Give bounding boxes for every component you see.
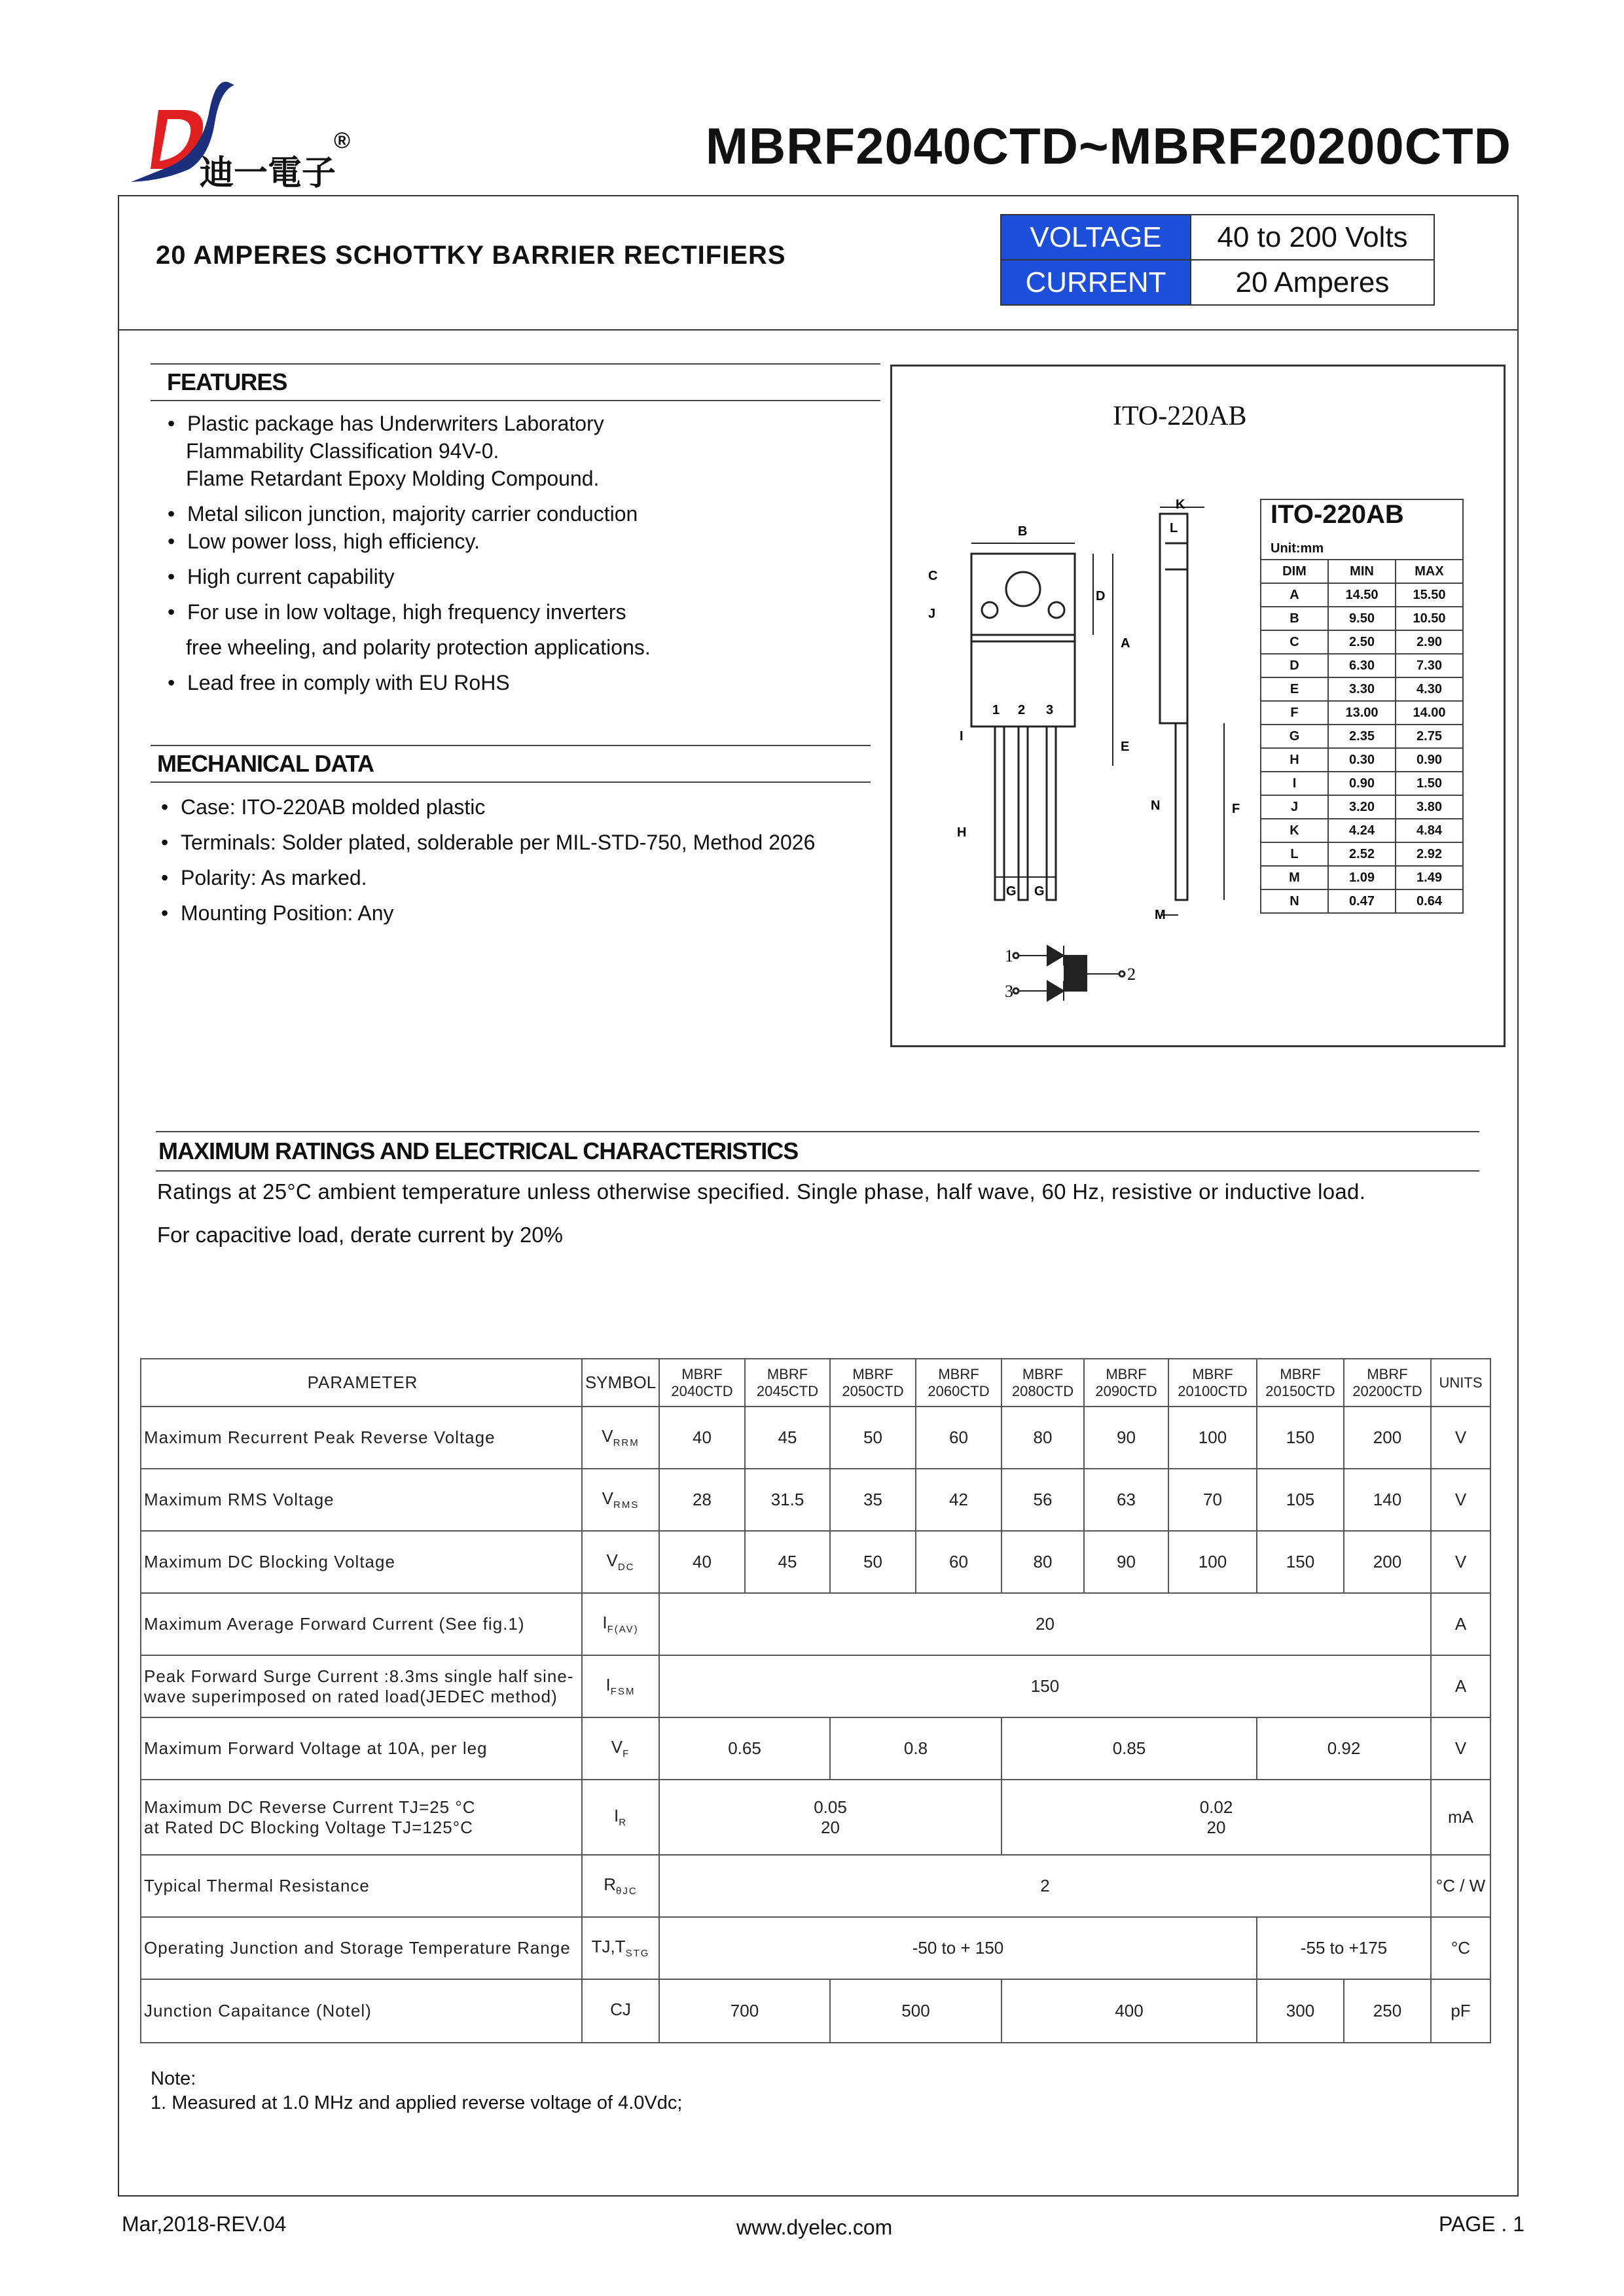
dim-label-g: G xyxy=(1034,884,1045,899)
value-cell: 105 xyxy=(1257,1469,1344,1531)
dim-row xyxy=(1261,795,1463,819)
value-cell: 90 xyxy=(1084,1407,1168,1469)
value-cell: 42 xyxy=(916,1469,1001,1531)
model-name-part: 20100CTD xyxy=(1178,1382,1248,1399)
parameter-cell xyxy=(141,1979,582,2043)
dim-row xyxy=(1261,889,1463,913)
dim-table-title: ITO-220AB xyxy=(1271,500,1404,529)
dim-max: 2.90 xyxy=(1396,630,1463,654)
symbol-text: CJ xyxy=(610,2000,631,2020)
footer-revision: Mar,2018-REV.04 xyxy=(122,2212,287,2236)
parameter-header: PARAMETER xyxy=(141,1359,582,1407)
symbol-text: V xyxy=(611,1737,623,1757)
parameter-text: wave superimposed on rated load(JEDEC method) xyxy=(144,1686,558,1706)
parameter-text: Peak Forward Surge Current :8.3ms single half sine- xyxy=(144,1666,574,1686)
dim-min: 0.30 xyxy=(1328,748,1396,772)
note-heading: Note: xyxy=(151,2068,196,2089)
feature-item: • Plastic package has Underwriters Laboratory xyxy=(168,412,604,435)
dim-row xyxy=(1261,772,1463,795)
current-value: 20 Amperes xyxy=(1191,260,1434,305)
value-cell: 90 xyxy=(1084,1531,1168,1593)
dim-min: 3.30 xyxy=(1328,677,1396,701)
dim-min: 13.00 xyxy=(1328,701,1396,725)
dim-letter: J xyxy=(1261,795,1328,819)
dim-min: 2.35 xyxy=(1328,725,1396,748)
value-cell: 80 xyxy=(1001,1531,1084,1593)
value-cell: 2 xyxy=(659,1855,1431,1917)
symbol-subscript: F(AV) xyxy=(607,1624,639,1636)
dim-min: 9.50 xyxy=(1328,607,1396,630)
parameter-cell xyxy=(141,1593,582,1655)
parameter-text: Maximum RMS Voltage xyxy=(144,1490,334,1509)
symbol-subscript: STG xyxy=(625,1948,650,1960)
value-cell: 700 xyxy=(659,1979,830,2043)
value-cell: 63 xyxy=(1084,1469,1168,1531)
page-title: MBRF2040CTD~MBRF20200CTD xyxy=(705,117,1511,175)
dim-letter: G xyxy=(1261,725,1328,748)
dim-max: 10.50 xyxy=(1396,607,1463,630)
model-name-part: MBRF xyxy=(1022,1365,1064,1382)
value-cell: 250 xyxy=(1344,1979,1431,2043)
value-text: 20 xyxy=(821,1817,840,1837)
units-cell: V xyxy=(1431,1407,1490,1469)
dim-max: 1.49 xyxy=(1396,866,1463,889)
diode-pin-3: 3 xyxy=(1005,982,1013,1001)
symbol-text: TJ,T xyxy=(591,1937,626,1957)
model-header xyxy=(916,1359,1001,1407)
value-cell: 45 xyxy=(745,1407,830,1469)
units-cell: V xyxy=(1431,1469,1490,1531)
dim-row xyxy=(1261,630,1463,654)
parameter-cell xyxy=(141,1917,582,1979)
dim-row xyxy=(1261,748,1463,772)
parameter-text: Maximum Recurrent Peak Reverse Voltage xyxy=(144,1427,496,1447)
dim-row xyxy=(1261,583,1463,607)
parameter-text: Maximum Average Forward Current (See fig.1) xyxy=(144,1614,525,1634)
parameter-cell xyxy=(141,1855,582,1917)
feature-item: Flammability Classification 94V-0. xyxy=(186,439,499,463)
mechanical-item: • Mounting Position: Any xyxy=(161,901,394,925)
dim-max: 0.90 xyxy=(1396,748,1463,772)
symbol-cell xyxy=(582,1655,659,1717)
parameter-cell xyxy=(141,1407,582,1469)
symbol-subscript: FSM xyxy=(610,1686,636,1698)
model-header xyxy=(1168,1359,1257,1407)
symbol-text: V xyxy=(606,1551,618,1571)
dim-row xyxy=(1261,842,1463,866)
dim-row xyxy=(1261,607,1463,630)
feature-item: • Low power loss, high efficiency. xyxy=(168,529,480,553)
parameter-text: Junction Capaitance (Notel) xyxy=(144,2001,372,2020)
value-cell: 28 xyxy=(659,1469,745,1531)
value-cell: 0.92 xyxy=(1257,1717,1431,1780)
value-cell: 35 xyxy=(830,1469,916,1531)
current-label: CURRENT xyxy=(1001,260,1191,305)
value-cell: 100 xyxy=(1168,1407,1257,1469)
mechanical-item: • Terminals: Solder plated, solderable per MIL-STD-750, Method 2026 xyxy=(161,831,816,854)
value-cell: 150 xyxy=(1257,1531,1344,1593)
symbol-cell xyxy=(582,1780,659,1855)
dim-letter: B xyxy=(1261,607,1328,630)
symbol-text: I xyxy=(605,1675,611,1695)
value-cell: 0.8 xyxy=(830,1717,1001,1780)
feature-item: • High current capability xyxy=(168,565,395,588)
dim-min: 0.90 xyxy=(1328,772,1396,795)
diode-pin-2: 2 xyxy=(1127,965,1136,984)
value-cell: 140 xyxy=(1344,1469,1431,1531)
parameter-cell xyxy=(141,1717,582,1780)
value-cell: 40 xyxy=(659,1407,745,1469)
feature-text: Plastic package has Underwriters Laboratory xyxy=(187,412,604,435)
symbol-subscript: R xyxy=(619,1817,628,1829)
registered-mark: ® xyxy=(334,128,351,153)
model-name-part: 2060CTD xyxy=(928,1382,990,1399)
value-cell: 0.85 xyxy=(1001,1717,1257,1780)
model-name-part: MBRF xyxy=(852,1365,893,1382)
ratings-note-1: Ratings at 25°C ambient temperature unless otherwise specified. Single phase, half wave, 60 Hz, resistive or inductive load. xyxy=(157,1179,1366,1204)
symbol-text: V xyxy=(602,1488,613,1509)
model-name-part: 2050CTD xyxy=(842,1382,904,1399)
dim-row xyxy=(1261,725,1463,748)
pin-label-3: 3 xyxy=(1046,703,1054,717)
note-item: 1. Measured at 1.0 MHz and applied reverse voltage of 4.0Vdc; xyxy=(151,2092,683,2113)
feature-item: • Lead free in comply with EU RoHS xyxy=(168,671,510,694)
value-cell: 150 xyxy=(659,1655,1431,1717)
dim-label-d: D xyxy=(1096,589,1106,603)
units-cell: A xyxy=(1431,1655,1490,1717)
table-row xyxy=(141,1531,1490,1593)
symbol-text: V xyxy=(602,1426,613,1446)
value-cell: -55 to +175 xyxy=(1257,1917,1431,1979)
units-header: UNITS xyxy=(1431,1359,1490,1407)
mechanical-text: Mounting Position: Any xyxy=(181,901,394,925)
value-cell xyxy=(659,1780,1001,1855)
dim-row xyxy=(1261,654,1463,677)
value-cell: 20 xyxy=(659,1593,1431,1655)
value-cell: 50 xyxy=(830,1407,916,1469)
dim-letter: N xyxy=(1261,889,1328,913)
feature-item: • For use in low voltage, high frequency inverters xyxy=(168,600,626,624)
units-cell: V xyxy=(1431,1531,1490,1593)
value-cell: 70 xyxy=(1168,1469,1257,1531)
value-cell: 56 xyxy=(1001,1469,1084,1531)
model-name-part: 20150CTD xyxy=(1265,1382,1335,1399)
company-name-cn: 迪一電子 xyxy=(200,154,336,193)
voltage-label: VOLTAGE xyxy=(1001,215,1191,260)
model-name-part: MBRF xyxy=(1280,1365,1321,1382)
ratings-note-2: For capacitive load, derate current by 20% xyxy=(157,1223,563,1247)
table-row xyxy=(141,1593,1490,1655)
value-cell: 60 xyxy=(916,1531,1001,1593)
dim-header: DIM xyxy=(1261,560,1328,583)
value-cell: 31.5 xyxy=(745,1469,830,1531)
symbol-cell xyxy=(582,1469,659,1531)
dim-label-a: A xyxy=(1121,636,1130,651)
model-name-part: 2045CTD xyxy=(756,1382,819,1399)
feature-text: Low power loss, high efficiency. xyxy=(187,529,480,553)
value-cell: 50 xyxy=(830,1531,916,1593)
mechanical-item: • Polarity: As marked. xyxy=(161,866,367,889)
feature-text: High current capability xyxy=(187,565,395,588)
dim-max: 14.00 xyxy=(1396,701,1463,725)
dim-letter: A xyxy=(1261,583,1328,607)
table-row xyxy=(141,1469,1490,1531)
model-name-part: 2040CTD xyxy=(671,1382,733,1399)
feature-text: For use in low voltage, high frequency inverters xyxy=(187,600,626,624)
dim-min: 3.20 xyxy=(1328,795,1396,819)
mechanical-heading: MECHANICAL DATA xyxy=(151,745,871,783)
dim-row xyxy=(1261,701,1463,725)
table-row xyxy=(141,1717,1490,1780)
dim-label-l: L xyxy=(1170,521,1178,535)
model-header xyxy=(830,1359,916,1407)
model-name-part: MBRF xyxy=(1367,1365,1408,1382)
dim-max: 3.80 xyxy=(1396,795,1463,819)
dim-max: 0.64 xyxy=(1396,889,1463,913)
model-name-part: MBRF xyxy=(767,1365,808,1382)
symbol-subscript: DC xyxy=(617,1562,635,1573)
value-cell: 0.65 xyxy=(659,1717,830,1780)
feature-item: Flame Retardant Epoxy Molding Compound. xyxy=(186,467,600,490)
model-header xyxy=(1257,1359,1344,1407)
dim-min: 6.30 xyxy=(1328,654,1396,677)
mechanical-item: • Case: ITO-220AB molded plastic xyxy=(161,795,486,819)
value-cell: 60 xyxy=(916,1407,1001,1469)
value-cell: 80 xyxy=(1001,1407,1084,1469)
value-text: 20 xyxy=(1206,1817,1226,1837)
model-name-part: MBRF xyxy=(1192,1365,1233,1382)
parameter-text: Maximum Forward Voltage at 10A, per leg xyxy=(144,1738,488,1758)
dim-label-f: F xyxy=(1232,802,1240,816)
value-text: 0.02 xyxy=(1199,1797,1233,1817)
product-subtitle: 20 AMPERES SCHOTTKY BARRIER RECTIFIERS xyxy=(156,241,786,270)
dim-min: 2.52 xyxy=(1328,842,1396,866)
value-cell: 150 xyxy=(1257,1407,1344,1469)
model-header xyxy=(659,1359,745,1407)
units-cell: A xyxy=(1431,1593,1490,1655)
table-row xyxy=(141,1655,1490,1717)
dim-label-g: G xyxy=(1006,884,1017,899)
table-row xyxy=(141,1780,1490,1855)
parameter-cell xyxy=(141,1780,582,1855)
dim-table-unit: Unit:mm xyxy=(1271,541,1324,556)
table-row xyxy=(141,1917,1490,1979)
pin-label-1: 1 xyxy=(992,703,1000,717)
symbol-subscript: θJC xyxy=(616,1886,638,1897)
parameter-text: Typical Thermal Resistance xyxy=(144,1876,370,1895)
dim-label-c: C xyxy=(928,569,938,583)
dim-label-m: M xyxy=(1155,908,1166,922)
parameter-text: Maximum DC Blocking Voltage xyxy=(144,1552,395,1571)
dim-min: 4.24 xyxy=(1328,819,1396,842)
value-cell: 500 xyxy=(830,1979,1001,2043)
dim-min: 14.50 xyxy=(1328,583,1396,607)
dim-row xyxy=(1261,866,1463,889)
model-header xyxy=(745,1359,830,1407)
feature-text: Metal silicon junction, majority carrier conduction xyxy=(187,502,638,526)
dim-label-j: J xyxy=(928,607,936,621)
symbol-cell xyxy=(582,1979,659,2043)
symbol-cell xyxy=(582,1593,659,1655)
dim-max: 2.75 xyxy=(1396,725,1463,748)
package-name: ITO-220AB xyxy=(1113,401,1247,431)
value-cell: 300 xyxy=(1257,1979,1344,2043)
ratings-table xyxy=(140,1358,1491,2043)
symbol-text: I xyxy=(613,1806,619,1826)
model-name-part: MBRF xyxy=(681,1365,723,1382)
table-header-row xyxy=(141,1359,1490,1407)
dim-max: 7.30 xyxy=(1396,654,1463,677)
dim-row xyxy=(1261,819,1463,842)
units-cell: °C / W xyxy=(1431,1855,1490,1917)
model-name-part: MBRF xyxy=(938,1365,979,1382)
value-cell: 400 xyxy=(1001,1979,1257,2043)
dim-max: 15.50 xyxy=(1396,583,1463,607)
symbol-cell xyxy=(582,1917,659,1979)
features-heading: FEATURES xyxy=(151,363,880,401)
table-row xyxy=(141,1407,1490,1469)
footer-website[interactable]: www.dyelec.com xyxy=(736,2215,893,2239)
footer-page: PAGE . 1 xyxy=(1438,2212,1525,2236)
value-cell xyxy=(1001,1780,1431,1855)
units-cell: V xyxy=(1431,1717,1490,1780)
model-header xyxy=(1001,1359,1084,1407)
model-header xyxy=(1344,1359,1431,1407)
pin-label-2: 2 xyxy=(1018,703,1026,717)
dim-max: 4.84 xyxy=(1396,819,1463,842)
dim-label-b: B xyxy=(1018,524,1028,539)
units-cell: pF xyxy=(1431,1979,1490,2043)
dim-letter: M xyxy=(1261,866,1328,889)
feature-text: Lead free in comply with EU RoHS xyxy=(187,671,510,694)
voltage-value: 40 to 200 Volts xyxy=(1191,215,1434,260)
units-cell: °C xyxy=(1431,1917,1490,1979)
value-cell: 200 xyxy=(1344,1407,1431,1469)
model-name-part: 20200CTD xyxy=(1352,1382,1422,1399)
dim-max: 4.30 xyxy=(1396,677,1463,701)
dim-letter: C xyxy=(1261,630,1328,654)
min-header: MIN xyxy=(1328,560,1396,583)
feature-item: • Metal silicon junction, majority carrier conduction xyxy=(168,502,638,526)
dim-max: 2.92 xyxy=(1396,842,1463,866)
dim-letter: D xyxy=(1261,654,1328,677)
parameter-text: Maximum DC Reverse Current TJ=25 °C xyxy=(144,1797,476,1817)
max-header: MAX xyxy=(1396,560,1463,583)
dim-row xyxy=(1261,677,1463,701)
ratings-heading: MAXIMUM RATINGS AND ELECTRICAL CHARACTERISTICS xyxy=(156,1131,1479,1172)
dim-min: 1.09 xyxy=(1328,866,1396,889)
value-cell: 40 xyxy=(659,1531,745,1593)
dim-label-n: N xyxy=(1151,798,1161,813)
model-header xyxy=(1084,1359,1168,1407)
symbol-header: SYMBOL xyxy=(582,1359,659,1407)
symbol-cell xyxy=(582,1531,659,1593)
parameter-cell xyxy=(141,1469,582,1531)
symbol-cell xyxy=(582,1717,659,1780)
symbol-subscript: F xyxy=(623,1748,630,1760)
dim-letter: H xyxy=(1261,748,1328,772)
symbol-subscript: RMS xyxy=(613,1499,640,1511)
parameter-cell xyxy=(141,1655,582,1717)
feature-item: free wheeling, and polarity protection applications. xyxy=(186,636,651,659)
value-text: 0.05 xyxy=(814,1797,847,1817)
dimension-table xyxy=(1260,499,1464,914)
units-cell: mA xyxy=(1431,1780,1490,1855)
mechanical-text: Terminals: Solder plated, solderable per MIL-STD-750, Method 2026 xyxy=(181,831,816,854)
dim-label-e: E xyxy=(1121,740,1130,754)
parameter-cell xyxy=(141,1531,582,1593)
model-name-part: MBRF xyxy=(1106,1365,1147,1382)
parameter-text: Operating Junction and Storage Temperature Range xyxy=(144,1938,571,1958)
dim-letter: E xyxy=(1261,677,1328,701)
dim-letter: K xyxy=(1261,819,1328,842)
mechanical-text: Case: ITO-220AB molded plastic xyxy=(181,795,486,819)
mechanical-text: Polarity: As marked. xyxy=(181,866,367,889)
model-name-part: 2080CTD xyxy=(1011,1382,1074,1399)
value-cell: -50 to + 150 xyxy=(659,1917,1257,1979)
symbol-cell xyxy=(582,1855,659,1917)
table-row xyxy=(141,1979,1490,2043)
symbol-text: R xyxy=(604,1874,617,1895)
model-name-part: 2090CTD xyxy=(1095,1382,1157,1399)
value-cell: 45 xyxy=(745,1531,830,1593)
dim-min: 2.50 xyxy=(1328,630,1396,654)
value-cell: 200 xyxy=(1344,1531,1431,1593)
table-row xyxy=(141,1855,1490,1917)
dim-letter: I xyxy=(1261,772,1328,795)
diode-pin-1: 1 xyxy=(1005,946,1013,965)
dim-label-h: H xyxy=(957,825,967,840)
dim-label-k: K xyxy=(1176,497,1185,512)
symbol-text: I xyxy=(602,1613,607,1633)
symbol-cell xyxy=(582,1407,659,1469)
symbol-subscript: RRM xyxy=(613,1437,640,1449)
value-cell: 100 xyxy=(1168,1531,1257,1593)
dim-letter: L xyxy=(1261,842,1328,866)
dim-max: 1.50 xyxy=(1396,772,1463,795)
parameter-text: at Rated DC Blocking Voltage TJ=125°C xyxy=(144,1817,473,1837)
dim-label-i: I xyxy=(960,729,964,744)
dim-letter: F xyxy=(1261,701,1328,725)
dim-min: 0.47 xyxy=(1328,889,1396,913)
